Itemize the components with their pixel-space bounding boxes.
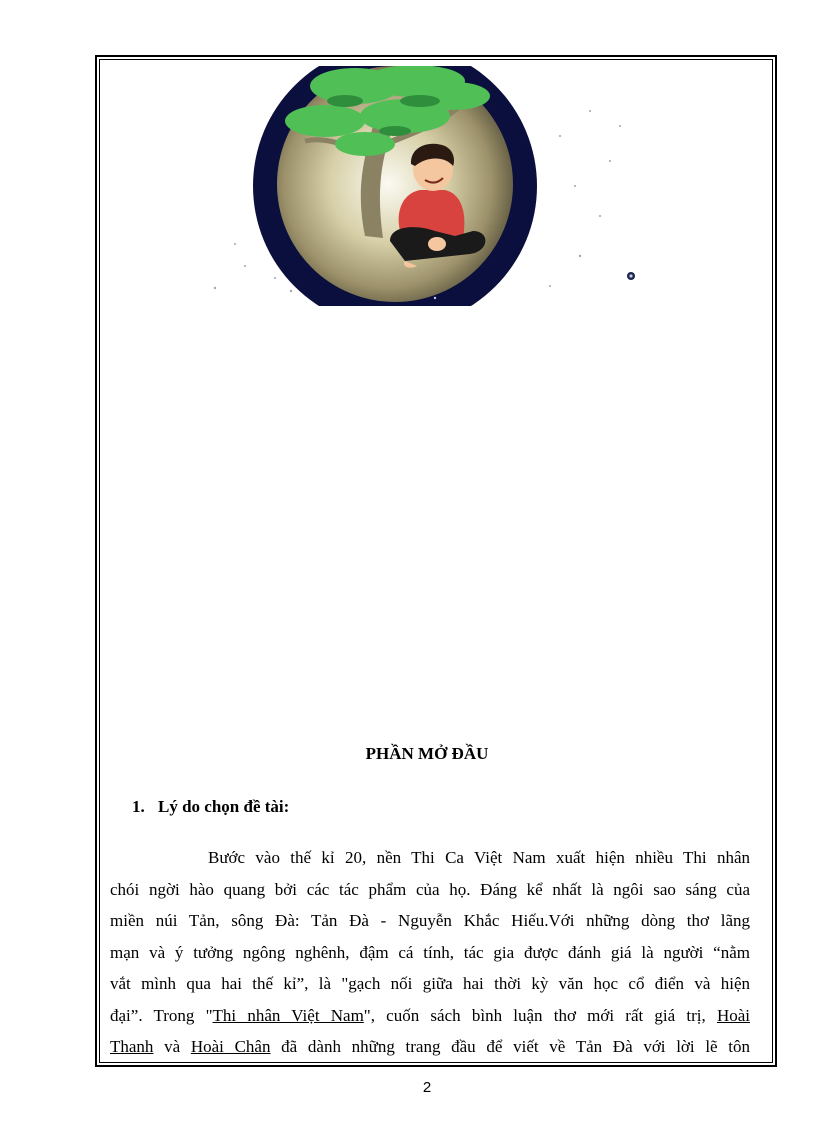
paragraph-line: chói ngời hào quang bởi các tác phẩm của họ. Đáng kể nhất là ngôi sao sáng của bbox=[110, 879, 750, 899]
subsection-title-text: Lý do chọn đề tài: bbox=[158, 797, 290, 816]
paragraph-line: Thanh và Hoài Chân đã dành những trang đầu để viết về Tản Đà với lời lẽ tôn bbox=[110, 1037, 751, 1056]
subsection-number: 1. bbox=[132, 797, 145, 816]
link-hoai-thanh[interactable]: Hoài bbox=[716, 1005, 750, 1025]
link-thi-nhan-viet-nam[interactable]: Thi nhân Việt Nam bbox=[212, 1005, 364, 1025]
paragraph-line: đại”. Trong "Thi nhân Việt Nam", cuốn sách bình luận thơ mới rất giá trị, Hoài bbox=[110, 1005, 750, 1025]
page-number: 2 bbox=[422, 1079, 432, 1096]
link-hoai-thanh-cont[interactable]: Thanh bbox=[110, 1037, 154, 1056]
sparkle-star bbox=[627, 272, 635, 280]
poet-under-tree-illustration bbox=[205, 66, 645, 306]
paragraph-line: vắt mình qua hai thế kỉ”, là "gạch nối giữa hai thời kỳ văn học cổ điển và hiện bbox=[110, 974, 750, 993]
link-hoai-chan[interactable]: Hoài Chân bbox=[190, 1037, 271, 1056]
paragraph-line: Bước vào thế kỉ 20, nền Thi Ca Việt Nam xuất hiện nhiều Thi nhân bbox=[208, 848, 750, 867]
section-heading: PHẦN MỞ ĐẦU bbox=[365, 744, 489, 763]
body-paragraph bbox=[110, 842, 750, 1063]
paragraph-line: miền núi Tản, sông Đà: Tản Đà - Nguyễn Khắc Hiếu.Với những dòng thơ lãng bbox=[110, 911, 750, 930]
paragraph-line: mạn và ý tưởng ngông nghênh, đậm cá tính, tác gia được đánh giá là người “nằm bbox=[110, 942, 750, 962]
subsection-title bbox=[132, 797, 289, 817]
